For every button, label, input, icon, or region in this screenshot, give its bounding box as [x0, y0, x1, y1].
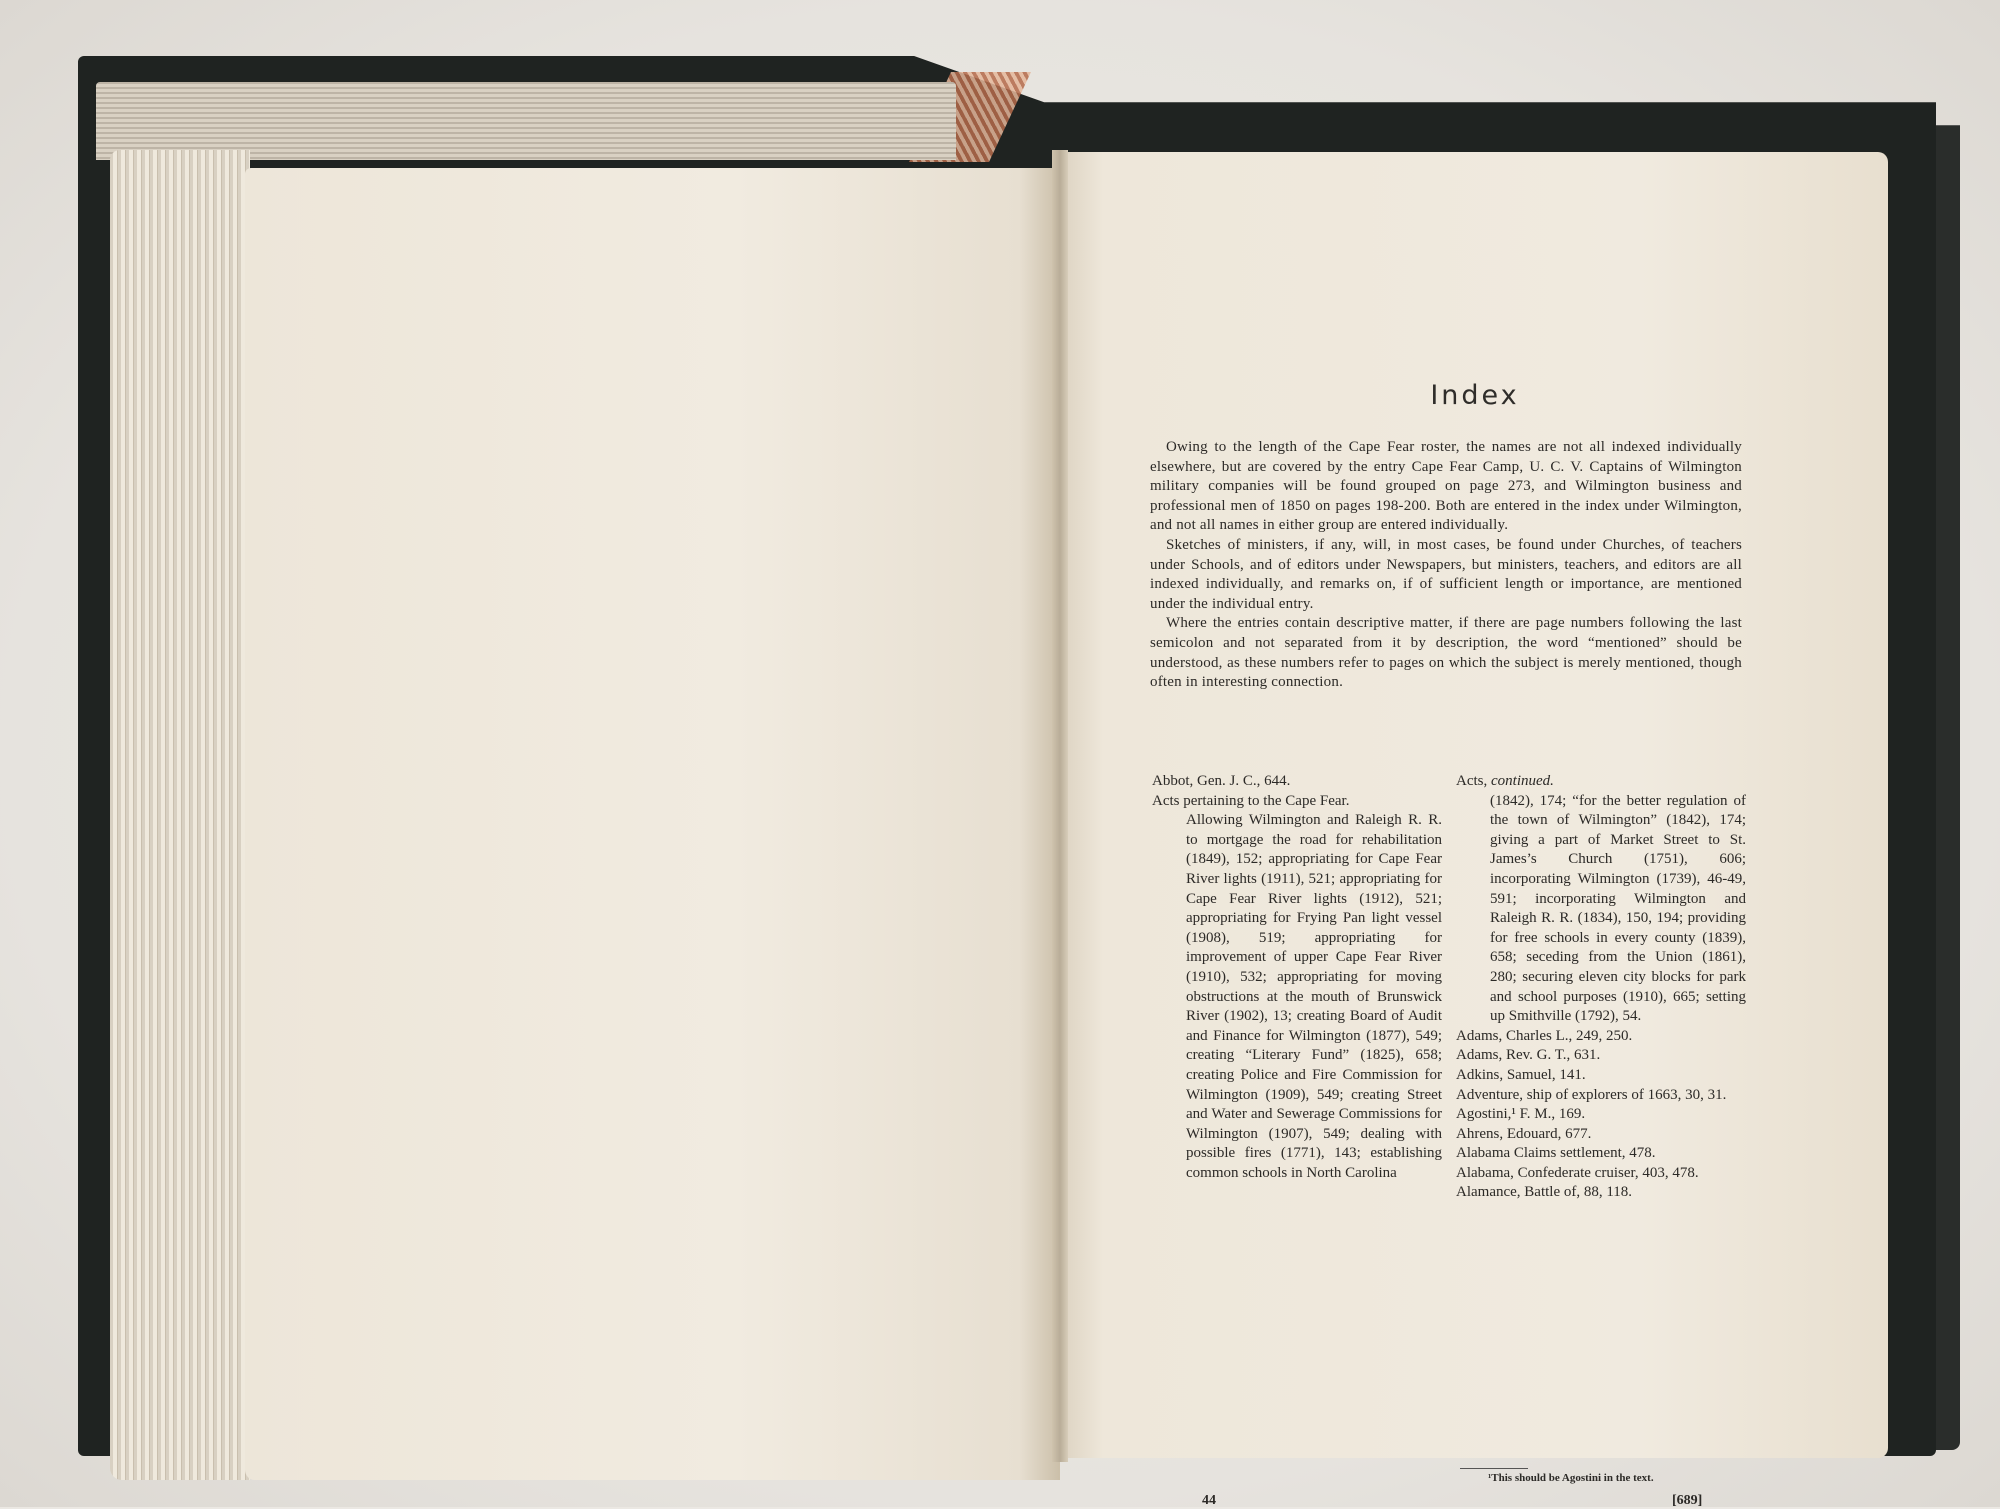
page-number: [689]: [1672, 1493, 1703, 1508]
index-entry: Ahrens, Edouard, 677.: [1456, 1125, 1592, 1142]
index-entry: Acts pertaining to the Cape Fear.: [1152, 792, 1350, 809]
index-entry: Alabama Claims settlement, 478.: [1456, 1145, 1656, 1162]
index-entry: Adventure, ship of explorers of 1663, 30, 31.: [1456, 1086, 1727, 1103]
acts-heading: Acts,: [1456, 773, 1488, 789]
index-page-content: [1062, 152, 1888, 1508]
footnote: ¹This should be Agostini in the text.: [1488, 1472, 1654, 1484]
index-introduction: [1150, 438, 1742, 693]
intro-paragraph: Owing to the length of the Cape Fear roster, the names are not all indexed individually elsewhere, but are covered by the entry Cape Fear Camp, U. C. V. Captains of Wilmington military companies will be found grouped on page 273, and Wilmington business and professional men of 1850 on pages 198-200. Both are entered in the index under Wilmington, and not all names in either group are entered individually.: [1150, 439, 1742, 534]
continued-label: continued.: [1491, 773, 1554, 789]
index-entry: Agostini,¹ F. M., 169.: [1456, 1106, 1586, 1123]
index-column-right: [1456, 772, 1746, 1203]
index-entry: Alabama, Confederate cruiser, 403, 478.: [1456, 1164, 1699, 1181]
left-page-blank: [245, 168, 1060, 1480]
index-subentry: (1842), 174; “for the better regulation of the town of Wilmington” (1842), 174; giving a part of Market Street to St. James’s Church (1751), 606; incorporating Wilmington (1739), 46-49, 591; incorporating Wilmington and Raleigh R. R. (1834), 150, 194; providing for free schools in every county (1839), 658; seceding from the Union (1861), 280; securing eleven city blocks for park and school purposes (1910), 665; setting up Smithville (1792), 54.: [1490, 792, 1746, 1025]
index-entry-heading: [1456, 772, 1746, 792]
index-entry: Adams, Charles L., 249, 250.: [1456, 1027, 1633, 1044]
index-entry: Adams, Rev. G. T., 631.: [1456, 1047, 1601, 1064]
intro-paragraph: Sketches of ministers, if any, will, in most cases, be found under Churches, of teachers under Schools, and of editors under Newspapers, but ministers, teachers, and editors are all indexed individually, and remarks on, if of sufficient length or importance, are mentioned under the individual entry.: [1150, 536, 1742, 612]
footnote-rule: [1460, 1468, 1528, 1469]
index-entry: Abbot, Gen. J. C., 644.: [1152, 773, 1291, 789]
signature-mark: 44: [1202, 1493, 1216, 1508]
intro-paragraph: Where the entries contain descriptive matter, if there are page numbers following the last semicolon and not separated from it by description, the word “mentioned” should be understood, as these numbers refer to pages on which the subject is merely mentioned, though often in interesting connection.: [1150, 615, 1742, 691]
page-block-fore-edge: [110, 150, 250, 1480]
index-entry: Alamance, Battle of, 88, 118.: [1456, 1184, 1633, 1201]
index-column-left: [1152, 772, 1442, 1183]
page-block-top-edge: [96, 82, 956, 160]
index-subentry: Allowing Wilmington and Raleigh R. R. to mortgage the road for rehabilitation (1849), 152; appropriating for Cape Fear River lights (1911), 521; appropriating for Cape Fear River lights (1912), 521; appropriating for Frying Pan light vessel (1908), 519; appropriating for improvement of upper Cape Fear River (1910), 532; appropriating for moving obstructions at the mouth of Brunswick River (1902), 13; creating Board of Audit and Finance for Wilmington (1877), 549; creating “Literary Fund” (1825), 658; creating Police and Fire Commission for Wilmington (1909), 549; creating Street and Water and Sewerage Commissions for Wilmington (1907), 549; dealing with possible fires (1771), 143; establishing common schools in North Carolina: [1186, 812, 1442, 1181]
index-entry: Adkins, Samuel, 141.: [1456, 1066, 1586, 1083]
page-title: Index: [1430, 380, 1520, 411]
